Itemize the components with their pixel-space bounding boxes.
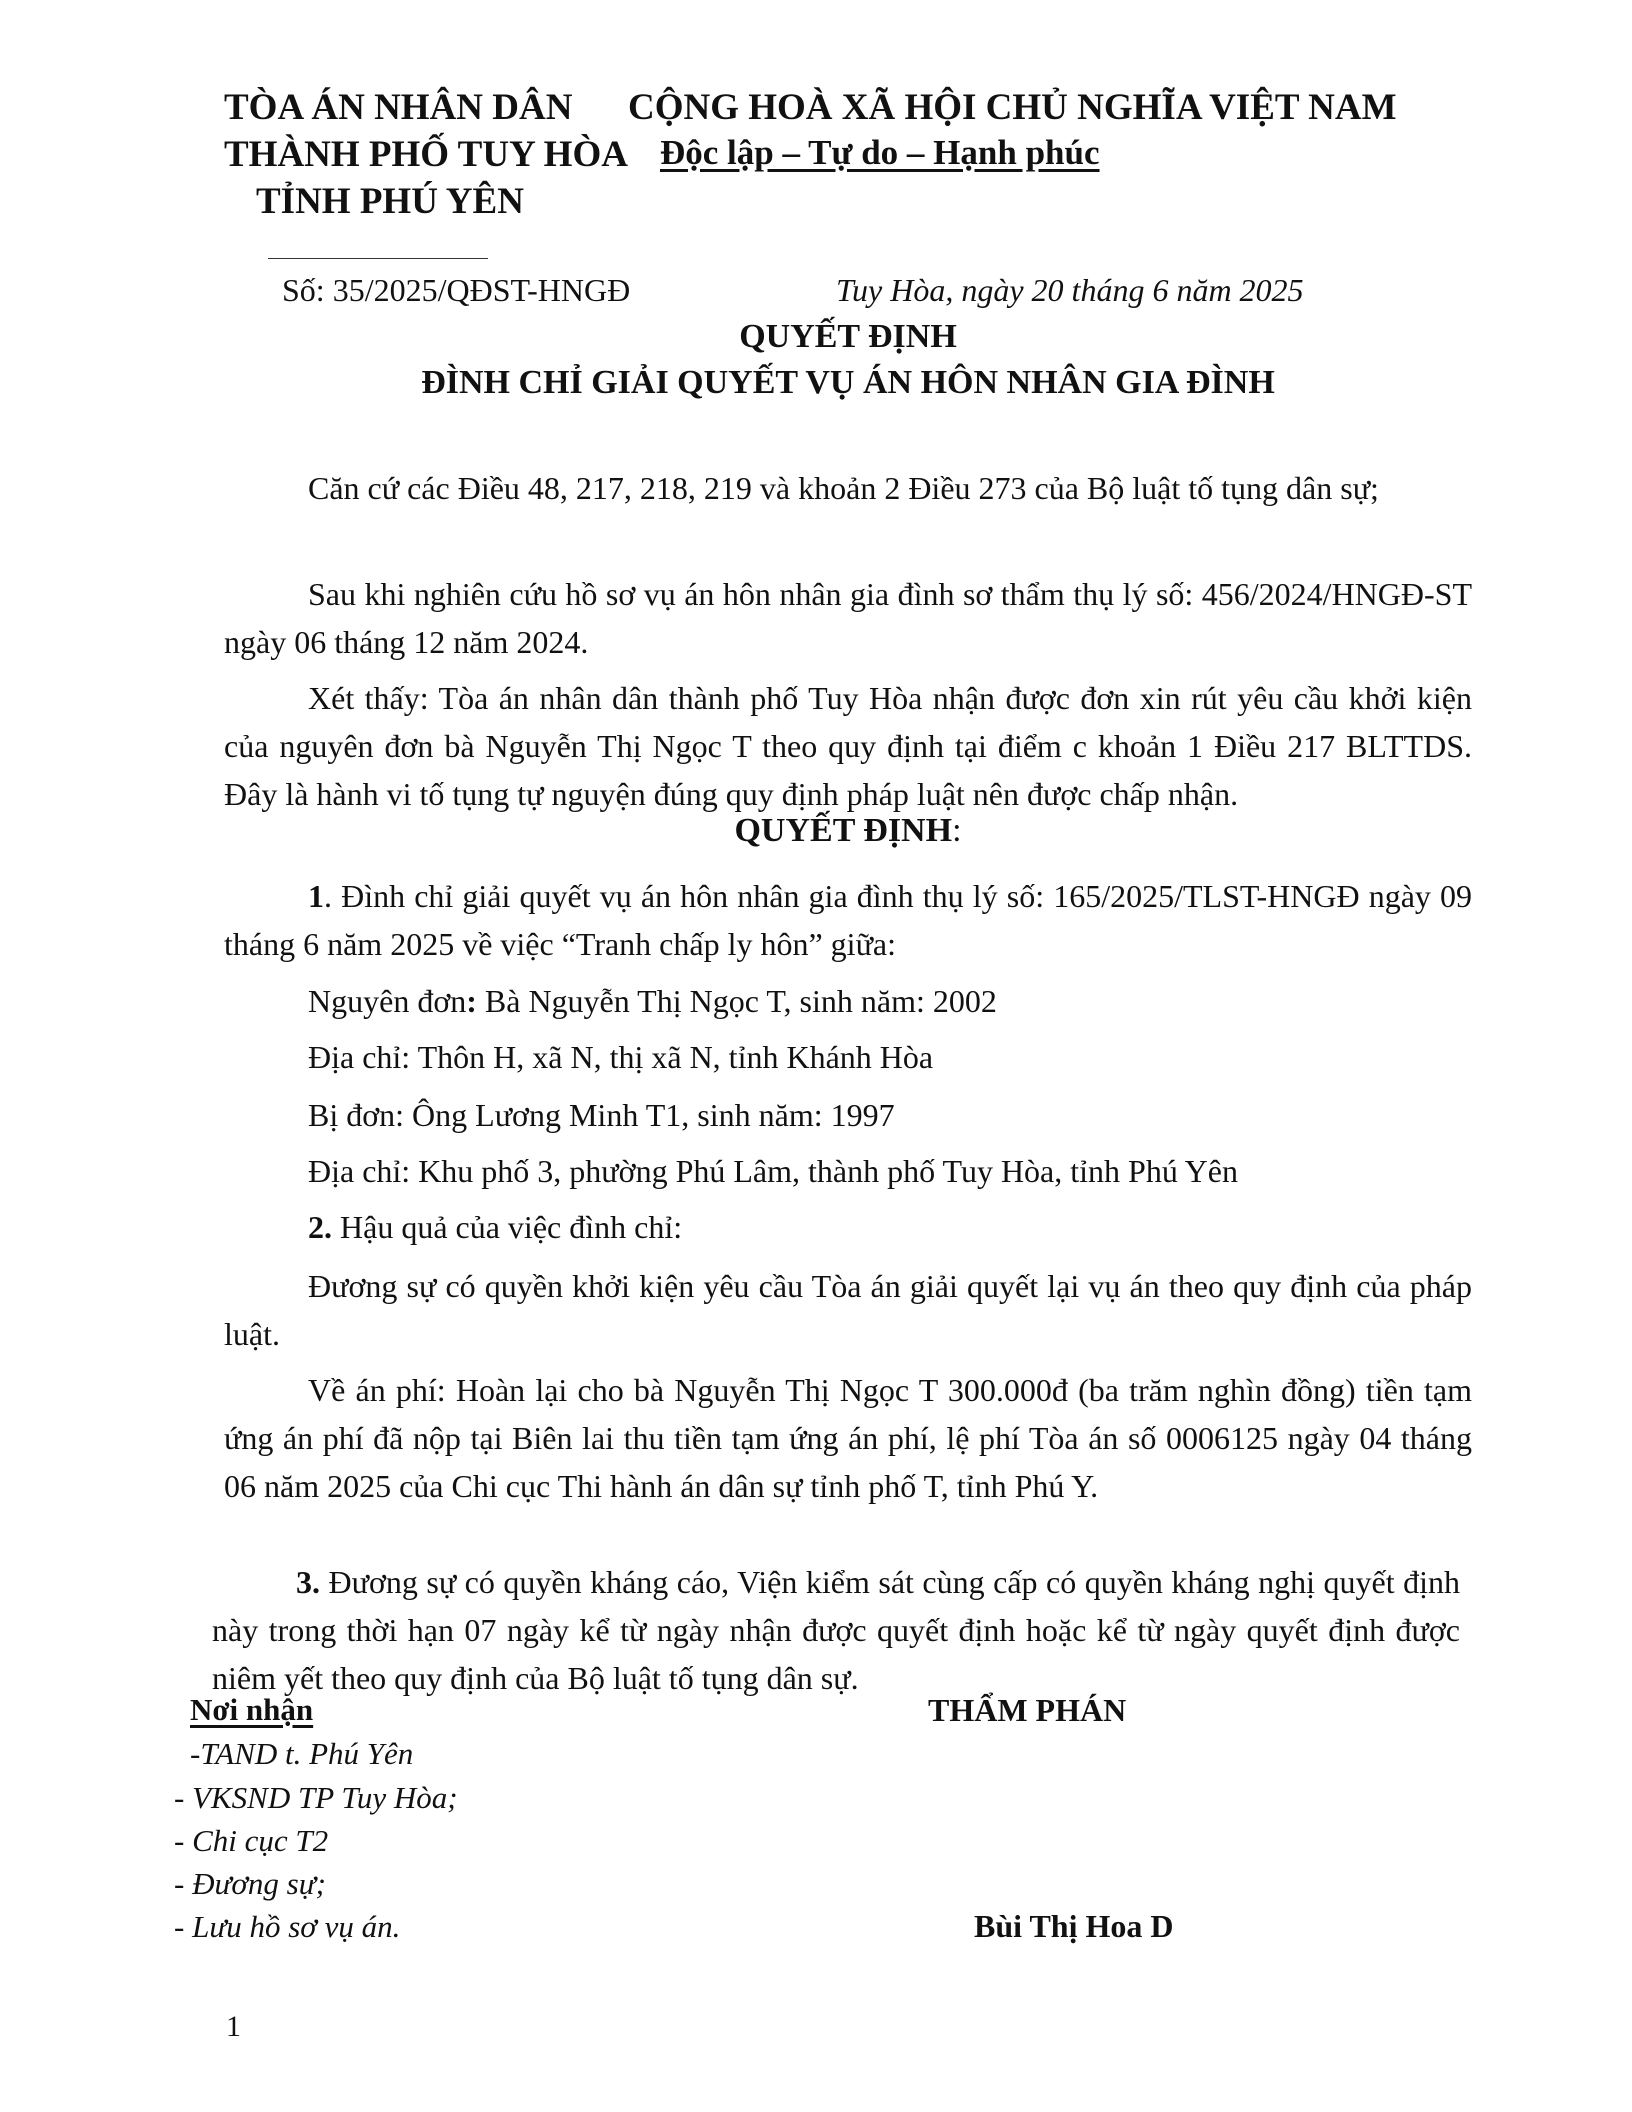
document-subtitle: ĐÌNH CHỈ GIẢI QUYẾT VỤ ÁN HÔN NHÂN GIA ĐÌNH [421, 364, 1275, 401]
recipient-item: - Chi cục T2 [174, 1823, 329, 1858]
item-1-text: . Đình chỉ giải quyết vụ án hôn nhân gia đình thụ lý số: 165/2025/TLST-HNGĐ ngày 09 tháng 6 năm 2025 về việc “Tranh chấp ly hôn” giữa: [224, 878, 1472, 962]
court-fee-paragraph: Về án phí: Hoàn lại cho bà Nguyễn Thị Ngọc T 300.000đ (ba trăm nghìn đồng) tiền tạm ứng án phí đã nộp tại Biên lai thu tiền tạm ứng án phí, lệ phí Tòa án số 0006125 ngày 04 tháng 06 năm 2025 của Chi cục Thi hành án dân sự tỉnh phố T, tỉnh Phú Y. [224, 1372, 1472, 1504]
plaintiff-value: Bà Nguyễn Thị Ngọc T, sinh năm: 2002 [476, 983, 997, 1019]
nation-name: CỘNG HOÀ XÃ HỘI CHỦ NGHĨA VIỆT NAM [628, 87, 1397, 128]
decision-item-3 [212, 1558, 1460, 1702]
place-and-date: Tuy Hòa, ngày 20 tháng 6 năm 2025 [836, 272, 1304, 308]
findings-paragraph: Xét thấy: Tòa án nhân dân thành phố Tuy Hòa nhận được đơn xin rút yêu cầu khởi kiện của nguyên đơn bà Nguyễn Thị Ngọc T theo quy định tại điểm c khoản 1 Điều 217 BLTTDS. Đây là hành vi tố tụng tự nguyện đúng quy định pháp luật nên được chấp nhận. [224, 680, 1472, 812]
recipient-item: - Đương sự; [174, 1866, 326, 1901]
national-motto: Độc lập – Tự do – Hạnh phúc [660, 133, 1100, 172]
plaintiff-colon: : [466, 983, 477, 1019]
recipient-item: - Lưu hồ sơ vụ án. [174, 1909, 401, 1944]
defendant-address: Địa chỉ: Khu phố 3, phường Phú Lâm, thành phố Tuy Hòa, tỉnh Phú Yên [308, 1153, 1238, 1189]
defendant-line: Bị đơn: Ông Lương Minh T1, sinh năm: 1997 [308, 1097, 895, 1133]
recipient-item: - VKSND TP Tuy Hòa; [174, 1780, 458, 1815]
recipient-item: -TAND t. Phú Yên [190, 1736, 414, 1771]
document-number: Số: 35/2025/QĐST-HNGĐ [282, 272, 631, 308]
decision-item-1 [224, 872, 1472, 968]
plaintiff-label: Nguyên đơn [308, 983, 467, 1019]
item-2-number: 2. [308, 1209, 332, 1245]
document-title: QUYẾT ĐỊNH [739, 318, 957, 355]
signature-title: THẨM PHÁN [928, 1692, 1127, 1728]
item-2-text: Hậu quả của việc đình chỉ: [332, 1209, 683, 1245]
item-3-text: Đương sự có quyền kháng cáo, Viện kiểm sát cùng cấp có quyền kháng nghị quyết định này trong thời hạn 07 ngày kể từ ngày nhận được quyết định hoặc kể từ ngày quyết định được niêm yết theo quy định của Bộ luật tố tụng dân sự. [212, 1564, 1460, 1696]
decision-heading-colon: : [952, 812, 962, 849]
page-number: 1 [226, 2010, 241, 2043]
decision-item-2 [308, 1209, 682, 1246]
court-name-line1: TÒA ÁN NHÂN DÂN [224, 87, 573, 128]
plaintiff-address: Địa chỉ: Thôn H, xã N, thị xã N, tỉnh Khánh Hòa [308, 1039, 934, 1075]
case-review-paragraph: Sau khi nghiên cứu hồ sơ vụ án hôn nhân gia đình sơ thẩm thụ lý số: 456/2024/HNGĐ-ST ngày 06 tháng 12 năm 2024. [224, 576, 1472, 660]
court-name-line3: TỈNH PHÚ YÊN [256, 181, 524, 222]
consequence-paragraph: Đương sự có quyền khởi kiện yêu cầu Tòa án giải quyết lại vụ án theo quy định của pháp luật. [224, 1268, 1472, 1352]
header-divider-left [268, 258, 488, 259]
decision-heading-text: QUYẾT ĐỊNH [734, 812, 953, 849]
item-3-number: 3. [296, 1564, 320, 1600]
signatory-name: Bùi Thị Hoa D [974, 1908, 1174, 1944]
decision-heading [224, 812, 1472, 850]
plaintiff-line [308, 983, 997, 1020]
legal-basis-paragraph: Căn cứ các Điều 48, 217, 218, 219 và khoản 2 Điều 273 của Bộ luật tố tụng dân sự; [308, 470, 1379, 506]
recipients-heading: Nơi nhận [190, 1692, 314, 1727]
court-name-line2: THÀNH PHỐ TUY HÒA [224, 134, 628, 175]
item-1-number: 1 [308, 878, 324, 914]
